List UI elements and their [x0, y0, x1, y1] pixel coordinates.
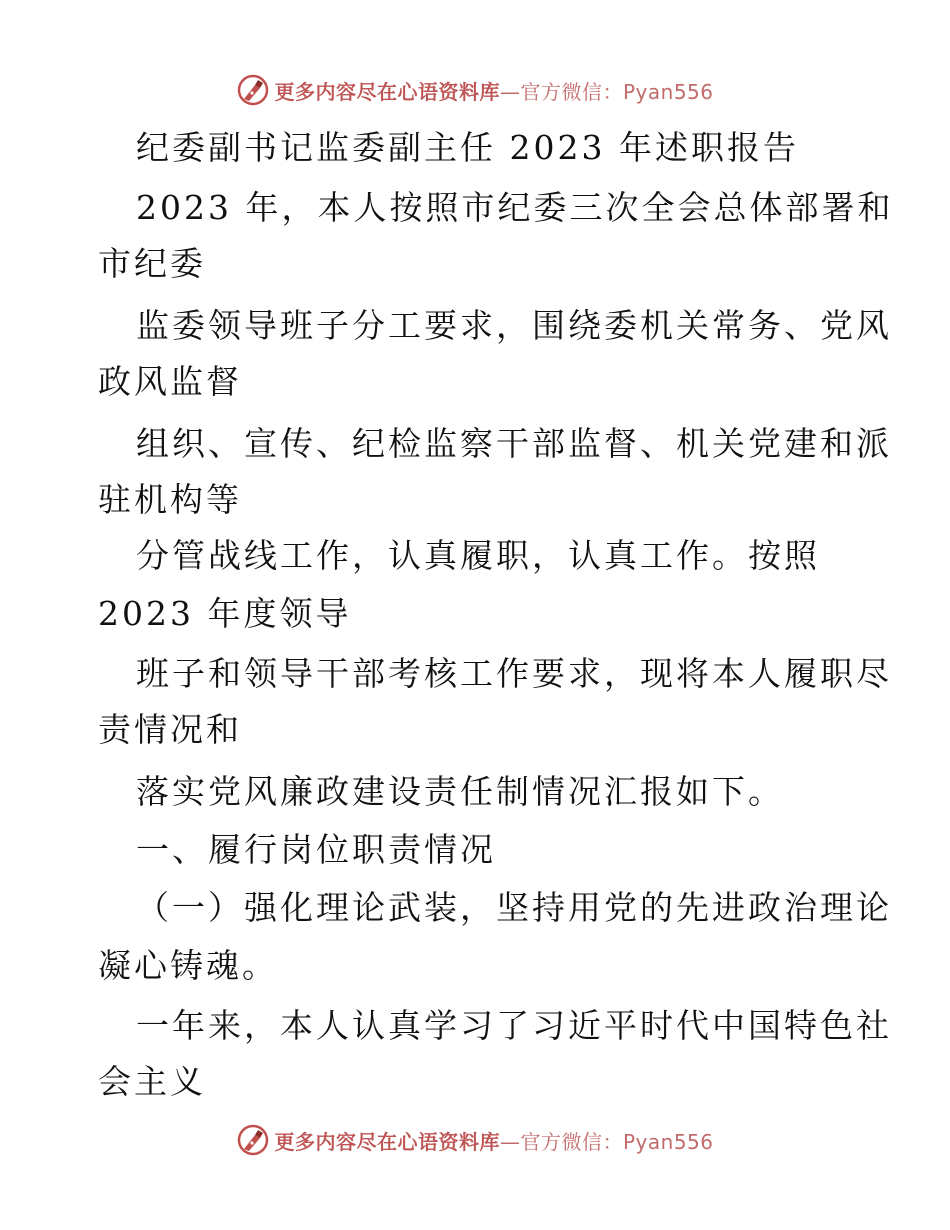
pen-nib-logo-icon: [236, 1123, 270, 1157]
pen-nib-logo-icon: [236, 73, 270, 107]
paragraph-line: 责情况和: [98, 710, 242, 749]
paragraph-line: 会主义: [98, 1062, 206, 1101]
watermark-dash: —: [499, 79, 521, 104]
section-heading: 一、履行岗位职责情况: [136, 830, 496, 869]
document-title: 纪委副书记监委副主任 2023 年述职报告: [136, 128, 799, 167]
watermark-text: [274, 1126, 713, 1155]
watermark-lead: 更多内容尽在心语资料库: [274, 79, 500, 104]
watermark-lead: 更多内容尽在心语资料库: [274, 1129, 500, 1154]
paragraph-line: 2023 年度领导: [98, 594, 352, 633]
paragraph-line: 凝心铸魂。: [98, 946, 278, 985]
paragraph-line: 市纪委: [98, 244, 206, 283]
paragraph-line: 班子和领导干部考核工作要求，现将本人履职尽: [136, 654, 892, 693]
paragraph-line: 2023 年，本人按照市纪委三次全会总体部署和: [136, 188, 894, 227]
paragraph-line: 监委领导班子分工要求，围绕委机关常务、党风: [136, 306, 892, 345]
watermark-banner-top: [0, 70, 950, 110]
subsection-heading: （一）强化理论武装，坚持用党的先进政治理论: [136, 888, 892, 927]
paragraph-line: 分管战线工作，认真履职，认真工作。按照: [136, 536, 820, 575]
watermark-text: [274, 76, 713, 105]
paragraph-line: 驻机构等: [98, 480, 242, 519]
watermark-account: Pyan556: [622, 79, 714, 104]
watermark-dash: —: [499, 1129, 521, 1154]
watermark-tail: 官方微信：: [520, 1129, 623, 1154]
paragraph-line: 一年来，本人认真学习了习近平时代中国特色社: [136, 1006, 892, 1045]
paragraph-line: 政风监督: [98, 362, 242, 401]
watermark-banner-bottom: [0, 1120, 950, 1160]
watermark-tail: 官方微信：: [520, 79, 623, 104]
paragraph-line: 组织、宣传、纪检监察干部监督、机关党建和派: [136, 424, 892, 463]
paragraph-line: 落实党风廉政建设责任制情况汇报如下。: [136, 772, 784, 811]
watermark-account: Pyan556: [622, 1129, 714, 1154]
